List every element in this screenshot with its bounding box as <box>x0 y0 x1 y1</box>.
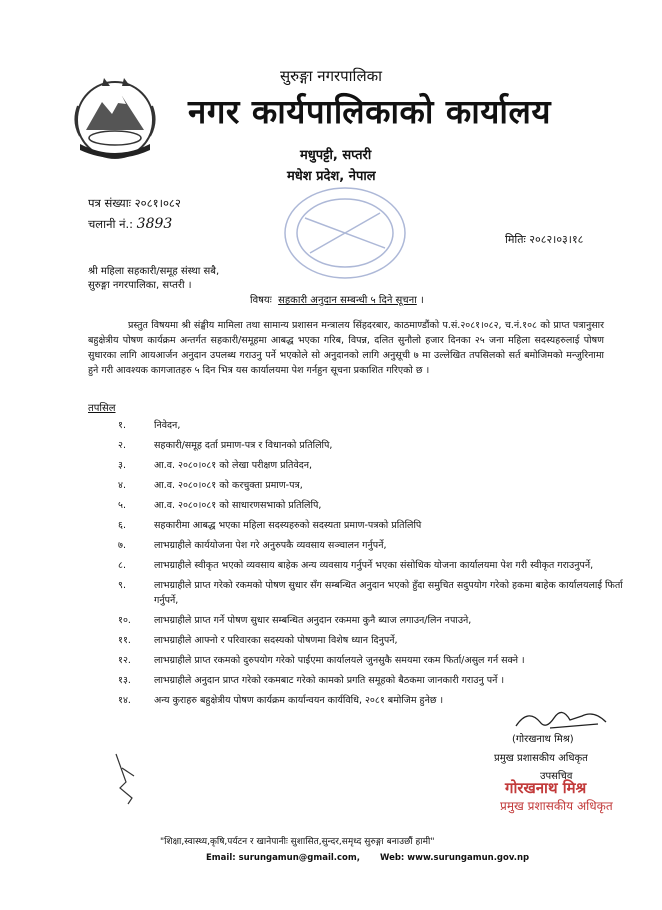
list-item-text: आ.व. २०८०।०८१ को लेखा परीक्षण प्रतिवेदन, <box>154 460 313 471</box>
list-item-number: २. <box>118 440 126 451</box>
signatory-title: प्रमुख प्रशासकीय अधिकृत <box>494 753 588 764</box>
list-item <box>118 438 638 453</box>
reference-value: २०८१।०८२ <box>134 196 181 210</box>
list-item <box>118 673 638 688</box>
letter-date <box>505 232 583 247</box>
list-item-text: लाभग्राहीले प्राप्त गर्ने पोषण सुधार सम्बन्धित अनुदान रकममा कुनै ब्याज लगाउन/लिन नपाउने, <box>154 615 472 626</box>
list-item <box>118 518 638 533</box>
list-item-number: ८. <box>118 560 126 571</box>
footer-email: Email: surungamun@gmail.com, <box>206 853 360 863</box>
list-item-text: लाभग्राहीले कार्ययोजना पेश गरे अनुरुपकै व्यवसाय सञ्चालन गर्नुपर्ने, <box>154 540 387 551</box>
list-item-number: १. <box>118 420 126 431</box>
requirements-list <box>118 418 638 713</box>
list-item-text: सहकारीमा आबद्ध भएका महिला सदस्यहरुको सदस्यता प्रमाण-पत्रको प्रतिलिपि <box>154 520 422 531</box>
subject-line <box>250 292 424 306</box>
body-paragraph: प्रस्तुत विषयमा श्री संङ्घीय मामिला तथा सामान्य प्रशासन मन्त्रालय सिंहदरबार, काठमाण्डौंको प.सं.२०८१।०८२, च.नं.१०८ को प्राप्त पत्रानुसार बहुक्षेत्रीय पोषण कार्यक्रम अन्तर्गत सहकारी/समूहमा आबद्ध भएका गरिब, विपन्न, दलित सुनौलो हजार दिनका २५ जना महिला सदस्यहरुलाई पोषण सुधारका लागि आयआर्जन अनुदान उपलब्ध गराउनु पर्ने भएकोले सो अनुदानको लागि अनुसूची ७ मा उल्लेखित तपसिलको सर्त बमोजिमको मन्जुरिनामा हुने गरी आवश्यक कागजातहरु ५ दिन भित्र यस कार्यालयमा पेश गर्नहुन सूचना प्रकाशित गरिएको छ । <box>88 320 604 376</box>
list-item <box>118 418 638 433</box>
details-heading: तपसिल <box>88 403 116 414</box>
list-item <box>118 578 638 608</box>
list-item-number: १०. <box>118 615 131 626</box>
dispatch-value: 3893 <box>136 216 173 232</box>
reference-number <box>88 196 181 211</box>
subject-end: । <box>419 295 424 306</box>
list-item-text: आ.व. २०८०।०८१ को साधारणसभाको प्रतिलिपि, <box>154 500 322 511</box>
date-value: २०८२।०३।१८ <box>529 233 584 246</box>
address-line-2: मधेश प्रदेश, नेपाल <box>287 169 376 184</box>
list-item-number: ९. <box>118 580 126 591</box>
footer-motto: "शिक्षा,स्वास्थ्य,कृषि,पर्यटन र खानेपानीः सुशासित,सुन्दर,समृध्द सुरुङ्गा बनाउछौं हामी" <box>160 837 435 847</box>
list-item-text: लाभग्राहीले प्राप्त रकमको दुरुपयोग गरेको पाईएमा कार्यालयले जुनसुकै समयमा रकम फिर्ता/असुल गर्न सक्ने । <box>154 655 525 666</box>
list-item-text: अन्य कुराहरु बहुक्षेत्रीय पोषण कार्यक्रम कार्यान्वयन कार्यविधि, २०८१ बमोजिम हुनेछ । <box>154 695 444 706</box>
list-item-text: लाभग्राहीले स्वीकृत भएको व्यवसाय बाहेक अन्य व्यवसाय गर्नुपर्ने भएका संसोधिक योजना कार्यालयमा पेश गरी स्वीकृत गराउनुपर्ने, <box>154 560 594 571</box>
list-item-number: ७. <box>118 540 126 551</box>
list-item-number: १४. <box>118 695 131 706</box>
list-item-text: लाभग्राहीले प्राप्त गरेको रकमको पोषण सुधार सँग सम्बन्धित अनुदान भएको हुँदा समुचित सदुपयोग गरेको हकमा बाहेक कार्यालयलाई फिर्ता गर्नुपर्ने, <box>154 580 623 606</box>
list-item <box>118 653 638 668</box>
signature-stamp-title: प्रमुख प्रशासकीय अधिकृत <box>500 799 613 813</box>
list-item-text: लाभग्राहीले आफ्नो र परिवारका सदस्यको पोषणमा विशेष ध्यान दिनुपर्ने, <box>154 635 398 646</box>
address-line-1: मधुपट्टी, सप्तरी <box>300 148 372 163</box>
recipient-line-1: श्री महिला सहकारी/समूह संस्था सबै, <box>88 266 220 277</box>
list-item-number: ६. <box>118 520 126 531</box>
list-item-number: १२. <box>118 655 131 666</box>
list-item <box>118 538 638 553</box>
subject-label: विषयः <box>250 295 272 306</box>
list-item-text: सहकारी/समूह दर्ता प्रमाण-पत्र र विधानको प्रतिलिपि, <box>154 440 333 451</box>
official-stamp-icon <box>270 178 420 288</box>
signature-stamp-name: गोरखनाथ मिश्र <box>505 779 587 797</box>
signatory-role: उपसचिव <box>540 771 573 782</box>
list-item <box>118 613 638 628</box>
signatory-name: (गोरखनाथ मिश्र) <box>512 734 574 745</box>
list-item <box>118 633 638 648</box>
reference-label: पत्र संख्याः <box>88 196 132 210</box>
dispatch-label: चलानी नं.: <box>88 217 134 231</box>
margin-scribble-icon <box>112 748 140 808</box>
list-item-number: ४. <box>118 480 126 491</box>
date-label: मितिः <box>505 233 526 246</box>
list-item-number: ३. <box>118 460 126 471</box>
subject-text: सहकारी अनुदान सम्बन्धी ५ दिने सूचना <box>278 295 417 306</box>
signature-icon <box>510 700 620 735</box>
list-item <box>118 458 638 473</box>
list-item <box>118 478 638 493</box>
office-title: नगर कार्यपालिकाको कार्यालय <box>188 92 551 131</box>
dispatch-number <box>88 216 172 232</box>
list-item-number: ११. <box>118 635 131 646</box>
recipient-line-2: सुरुङ्गा नगरपालिका, सप्तरी । <box>88 280 192 291</box>
list-item-text: आ.व. २०८०।०८१ को करचुक्ता प्रमाण-पत्र, <box>154 480 303 491</box>
list-item-text: निवेदन, <box>154 420 181 431</box>
list-item <box>118 558 638 573</box>
list-item-number: ५. <box>118 500 126 511</box>
municipality-name: सुरुङ्गा नगरपालिका <box>279 67 383 85</box>
list-item <box>118 498 638 513</box>
list-item-number: १३. <box>118 675 131 686</box>
list-item-text: लाभग्राहीले अनुदान प्राप्त गरेको रकमबाट गरेको कामको प्रगति समूहको बैठकमा जानकारी गराउनु पर्ने । <box>154 675 505 686</box>
footer-website: Web: www.surungamun.gov.np <box>380 853 530 863</box>
